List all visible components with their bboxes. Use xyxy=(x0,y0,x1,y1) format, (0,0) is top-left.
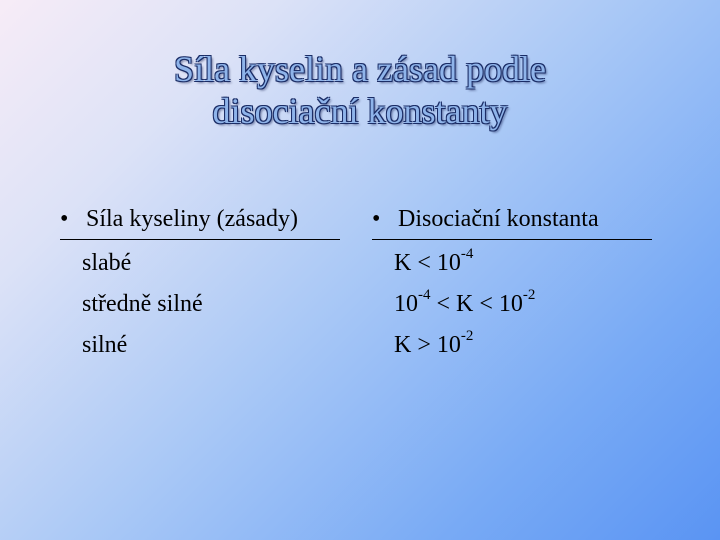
bullet-icon: • xyxy=(60,206,69,232)
constant-row-strong xyxy=(372,325,652,366)
constant-exponent-2: -2 xyxy=(522,287,536,303)
bullet-icon: • xyxy=(372,206,381,232)
dissociation-constant-header xyxy=(372,202,652,240)
acid-strength-header-text: Síla kyseliny (zásady) xyxy=(86,206,298,232)
strength-item-medium: středně silné xyxy=(82,291,203,317)
strength-item-weak: slabé xyxy=(82,250,132,276)
constant-text: K > 10 xyxy=(394,332,461,358)
acid-strength-column xyxy=(60,202,340,366)
strength-item-strong: silné xyxy=(82,332,128,358)
title-line-1: Síla kyselin a zásad podle xyxy=(174,49,546,89)
slide-title xyxy=(60,48,660,132)
constant-text-2: < K < 10 xyxy=(436,291,523,317)
constant-row-medium xyxy=(372,284,652,325)
acid-strength-header xyxy=(60,202,340,240)
constant-row-weak xyxy=(372,243,652,284)
title-line-2: disociační konstanty xyxy=(212,91,508,131)
constant-exponent: -4 xyxy=(460,246,474,262)
constant-text: 10 xyxy=(394,291,418,317)
constant-exponent: -2 xyxy=(460,328,474,344)
dissociation-constant-column xyxy=(372,202,652,366)
dissociation-constant-header-text: Disociační konstanta xyxy=(398,206,599,232)
constant-text: K < 10 xyxy=(394,250,461,276)
constant-exponent: -4 xyxy=(418,287,431,303)
